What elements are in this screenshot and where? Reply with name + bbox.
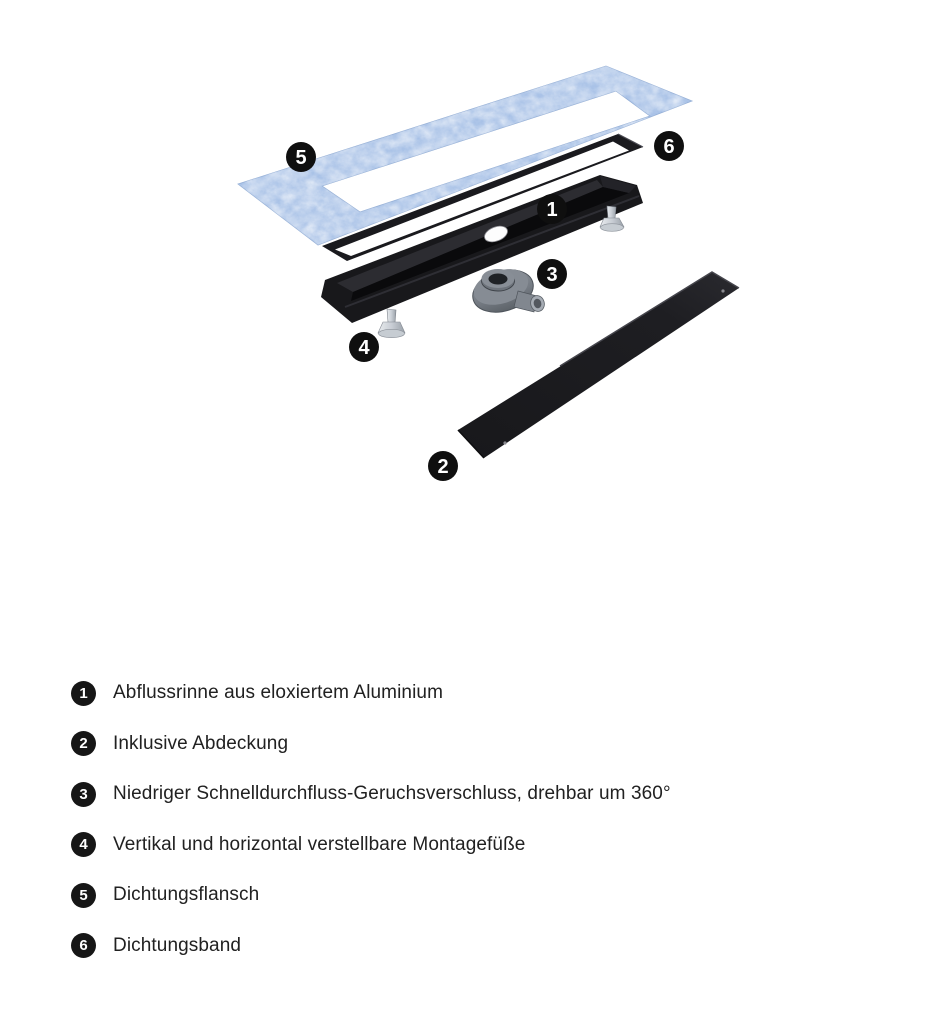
badge-4 (349, 332, 379, 362)
badge-5 (286, 142, 316, 172)
svg-text:2: 2 (437, 456, 449, 478)
legend-number-badge: 4 (71, 832, 96, 857)
badge-1 (537, 194, 567, 224)
legend-item (71, 731, 288, 757)
legend-item (71, 882, 259, 908)
badge-3 (537, 259, 567, 289)
legend-item (71, 680, 443, 706)
legend-item-label: Vertikal und horizontal verstellbare Montagefüße (113, 833, 526, 855)
mounting-foot-left (378, 309, 405, 338)
legend-item-label: Niedriger Schnelldurchfluss-Geruchsverschluss, drehbar um 360° (113, 783, 671, 804)
svg-text:6: 6 (663, 136, 675, 158)
badge-6 (654, 131, 684, 161)
svg-text:1: 1 (546, 199, 558, 221)
legend-item (71, 933, 241, 959)
legend-item (71, 832, 525, 858)
svg-text:5: 5 (295, 147, 307, 169)
legend-number-badge: 3 (71, 782, 96, 807)
legend-number-badge: 2 (71, 731, 96, 756)
svg-text:3: 3 (546, 264, 558, 286)
legend-item-label: Abflussrinne aus eloxiertem Aluminium (113, 682, 444, 703)
badge-2 (428, 451, 458, 481)
legend-number-badge: 5 (71, 883, 96, 908)
legend-item-label: Inklusive Abdeckung (113, 732, 289, 754)
legend-item-label: Dichtungsband (113, 934, 242, 956)
legend-item (71, 781, 671, 807)
legend-item-label: Dichtungsflansch (113, 884, 260, 905)
svg-text:4: 4 (358, 337, 370, 359)
odor-trap-part (468, 263, 547, 319)
legend-number-badge: 6 (71, 933, 96, 958)
legend-number-badge: 1 (71, 681, 96, 706)
